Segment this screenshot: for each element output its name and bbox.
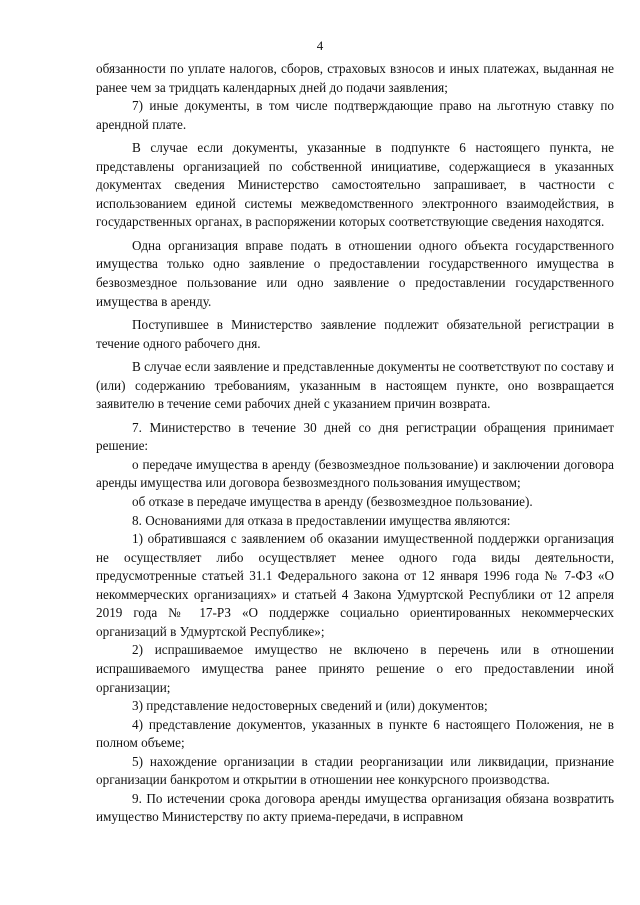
paragraph-documents-request: В случае если документы, указанные в подпункте 6 настоящего пункта, не представлены организацией по собственной инициативе, содержащиеся в указанных документах сведения Министерство самостоятельно запрашивает, в частности с использованием единой системы межведомственного электронного взаимодействия, в государственных органах, в распоряжении которых соответствующие сведения находятся. (96, 140, 614, 230)
document-body (96, 60, 614, 827)
paragraph-registration: Поступившее в Министерство заявление подлежит обязательной регистрации в течение одного рабочего дня. (96, 317, 614, 351)
paragraph-ground-3: 3) представление недостоверных сведений и (или) документов; (132, 698, 488, 714)
paragraph-one-application: Одна организация вправе подать в отношении одного объекта государственного имущества только одно заявление о предоставлении государственного имущества в безвозмездное пользование или одно заявление о предоставлении государственного имущества в аренду. (96, 237, 614, 309)
paragraph-section-9: 9. По истечении срока договора аренды имущества организация обязана возвратить имущество Министерству по акту приема-передачи, в исправном (96, 790, 614, 825)
paragraph-ground-5: 5) нахождение организации в стадии реорганизации или ликвидации, признание организации банкротом и открытии в отношении нее конкурсного производства. (96, 753, 614, 788)
paragraph-item-7: 7) иные документы, в том числе подтверждающие право на льготную ставку по арендной плате. (96, 98, 614, 132)
page-number: 4 (316, 38, 324, 53)
paragraph-ground-2: 2) испрашиваемое имущество не включено в перечень или в отношении испрашиваемого имущества ранее принято решение о его предоставлении иной организации; (96, 642, 614, 695)
paragraph-decision-refusal: об отказе в передаче имущества в аренду (безвозмездное пользование). (132, 494, 533, 510)
paragraph-ground-1: 1) обратившаяся с заявлением об оказании имущественной поддержки организация не осуществляет либо осуществляет менее одного года виды деятельности, предусмотренные статьей 31.1 Федерального закона от 12 января 1996 года № 7-ФЗ «О некоммерческих организациях» и статьей 4 Закона Удмуртской Республики от 12 апреля 2019 года № 17-РЗ «О поддержке социально ориентированных некоммерческих организаций в Удмуртской Республике»; (96, 531, 614, 639)
paragraph-section-8: 8. Основаниями для отказа в предоставлении имущества являются: (132, 512, 511, 528)
paragraph-ground-4: 4) представление документов, указанных в пункте 6 настоящего Положения, не в полном объеме; (96, 716, 614, 751)
paragraph-return: В случае если заявление и представленные документы не соответствуют по составу и (или) содержанию требованиям, указанным в настоящем пункте, оно возвращается заявителю в течение семи рабочих дней с указанием причин возврата. (96, 359, 614, 412)
paragraph-continuation: обязанности по уплате налогов, сборов, страховых взносов и иных платежах, выданная не ранее чем за тридцать календарных дней до подачи заявления; (96, 61, 614, 95)
paragraph-section-7: 7. Министерство в течение 30 дней со дня регистрации обращения принимает решение: (96, 419, 614, 454)
paragraph-decision-transfer: о передаче имущества в аренду (безвозмездное пользование) и заключении договора аренды имущества или договора безвозмездного пользования имуществом; (96, 456, 614, 491)
